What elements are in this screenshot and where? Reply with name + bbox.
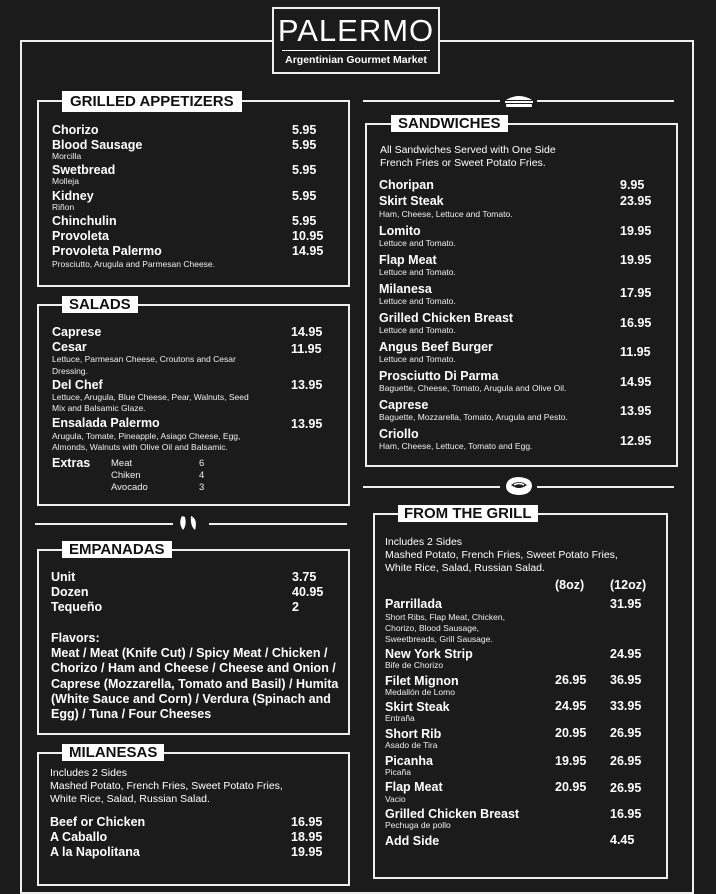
salad-name: Ensalada Palermo — [52, 416, 160, 430]
appetizer-name: Kidney — [52, 189, 94, 203]
empanada-name: Tequeño — [51, 600, 103, 614]
sandwich-desc: Baguette, Mozzarella, Tomato, Arugula and Pesto. — [379, 412, 568, 422]
sandwich-desc: Lettuce and Tomato. — [379, 296, 456, 306]
empanadas-title: EMPANADAS — [62, 541, 172, 558]
grill-desc: Short Ribs, Flap Meat, Chicken, — [385, 612, 505, 622]
milanesas-title: MILANESAS — [62, 744, 164, 761]
milanesa-name: A Caballo — [50, 830, 108, 844]
grill-desc: Chorizo, Blood Sausage, — [385, 623, 480, 633]
salads-title: SALADS — [62, 296, 138, 313]
sandwich-name: Prosciutto Di Parma — [379, 369, 499, 383]
grill-price-12oz: 33.95 — [610, 699, 642, 713]
salad-name: Caprese — [52, 325, 102, 339]
grill-name: Filet Mignon — [385, 674, 459, 688]
grill-price-8oz: 26.95 — [555, 673, 587, 687]
grill-price-12oz: 26.95 — [610, 754, 642, 768]
grill-price-12oz: 36.95 — [610, 673, 642, 687]
grill-name: New York Strip — [385, 647, 473, 661]
appetizer-name: Chinchulin — [52, 214, 117, 228]
appetizers-title: GRILLED APPETIZERS — [62, 91, 242, 112]
empanada-name: Unit — [51, 570, 76, 584]
sandwich-name: Angus Beef Burger — [379, 340, 493, 354]
empanada-price: 3.75 — [292, 570, 317, 584]
grill-note: White Rice, Salad, Russian Salad. — [385, 562, 545, 574]
salad-name: Cesar — [52, 340, 87, 354]
grill-title: FROM THE GRILL — [398, 505, 538, 522]
appetizer-name: Provoleta — [52, 229, 109, 243]
sandwich-name: Flap Meat — [379, 253, 437, 267]
sandwich-icon — [503, 94, 535, 108]
grill-desc: Vacio — [385, 794, 406, 804]
grill-name: Flap Meat — [385, 780, 443, 794]
milanesa-name: A la Napolitana — [50, 845, 140, 859]
grill-name: Short Rib — [385, 727, 442, 741]
steak-icon — [503, 474, 535, 498]
sandwich-desc: Lettuce and Tomato. — [379, 354, 456, 364]
salad-price: 13.95 — [291, 417, 323, 431]
grill-desc: Pechuga de pollo — [385, 820, 451, 830]
extra-name: Meat — [111, 458, 133, 469]
sandwich-desc: Lettuce and Tomato. — [379, 238, 456, 248]
appetizer-price: 5.95 — [292, 123, 317, 137]
extra-name: Chiken — [111, 470, 141, 481]
grill-desc: Picaña — [385, 767, 411, 777]
sandwich-name: Caprese — [379, 398, 429, 412]
salad-desc: Lettuce, Arugula, Blue Cheese, Pear, Walnuts, Seed — [52, 392, 249, 402]
grill-price-12oz: 31.95 — [610, 597, 642, 611]
grill-name: Parrillada — [385, 597, 442, 611]
milanesa-price: 18.95 — [291, 830, 323, 844]
sandwich-price: 11.95 — [620, 345, 651, 359]
sandwich-desc: Ham, Cheese, Lettuce and Tomato. — [379, 209, 513, 219]
sandwich-price: 12.95 — [620, 434, 652, 448]
milanesas-note: Includes 2 Sides — [50, 767, 128, 779]
grill-col-12oz: (12oz) — [610, 578, 647, 592]
salad-desc: Dressing. — [52, 366, 88, 376]
section-divider — [537, 100, 674, 102]
sandwiches-title: SANDWICHES — [391, 115, 508, 132]
grill-price-12oz: 4.45 — [610, 833, 635, 847]
appetizer-price: 5.95 — [292, 189, 317, 203]
grill-price-12oz: 24.95 — [610, 647, 642, 661]
section-divider — [363, 486, 500, 488]
sandwiches-note: French Fries or Sweet Potato Fries. — [380, 157, 546, 169]
grill-desc: Medallón de Lomo — [385, 687, 455, 697]
sandwich-name: Choripan — [379, 178, 434, 192]
appetizer-price: 5.95 — [292, 163, 317, 177]
section-divider — [363, 100, 500, 102]
salad-desc: Mix and Balsamic Glaze. — [52, 403, 146, 413]
salad-desc: Lettuce, Parmesan Cheese, Croutons and Cesar — [52, 354, 236, 364]
brand-logo — [272, 7, 440, 74]
sandwich-desc: Ham, Cheese, Lettuce, Tomato and Egg. — [379, 441, 533, 451]
grill-price-8oz: 20.95 — [555, 780, 587, 794]
pepper-icon — [176, 513, 204, 533]
milanesas-note: Mashed Potato, French Fries, Sweet Potato Fries, — [50, 780, 283, 792]
salad-price: 13.95 — [291, 378, 323, 392]
sandwich-name: Lomito — [379, 224, 421, 238]
sandwich-desc: Lettuce and Tomato. — [379, 325, 456, 335]
sandwich-name: Criollo — [379, 427, 419, 441]
sandwich-price: 19.95 — [620, 253, 652, 267]
sandwich-name: Milanesa — [379, 282, 432, 296]
grill-desc: Asado de Tira — [385, 740, 438, 750]
section-divider — [537, 486, 674, 488]
flavors-label: Flavors: — [51, 631, 100, 645]
grill-desc: Sweetbreads, Grill Sausage. — [385, 634, 493, 644]
salad-desc: Arugula, Tomate, Pineapple, Asiago Cheese, Egg, — [52, 431, 241, 441]
appetizer-price: 10.95 — [292, 229, 324, 243]
appetizer-price: 5.95 — [292, 138, 317, 152]
grill-price-12oz: 16.95 — [610, 807, 642, 821]
extras-label: Extras — [52, 456, 91, 470]
sandwich-price: 17.95 — [620, 286, 652, 300]
appetizer-desc: Riñon — [52, 202, 75, 212]
grill-desc: Entraña — [385, 713, 415, 723]
flavors-line: Egg) / Tuna / Four Cheeses — [51, 707, 212, 721]
grill-note: Includes 2 Sides — [385, 536, 463, 548]
appetizer-desc: Molleja — [52, 176, 79, 186]
grill-price-12oz: 26.95 — [610, 781, 642, 795]
grill-note: Mashed Potato, French Fries, Sweet Potato Fries, — [385, 549, 618, 561]
appetizer-price: 5.95 — [292, 214, 317, 228]
sandwiches-note: All Sandwiches Served with One Side — [380, 144, 556, 156]
section-divider — [209, 523, 347, 525]
appetizer-desc: Morcilla — [52, 151, 82, 161]
grill-name: Skirt Steak — [385, 700, 450, 714]
milanesas-note: White Rice, Salad, Russian Salad. — [50, 793, 210, 805]
sandwich-name: Grilled Chicken Breast — [379, 311, 514, 325]
appetizer-name: Swetbread — [52, 163, 116, 177]
appetizer-name: Blood Sausage — [52, 138, 143, 152]
sandwich-price: 9.95 — [620, 178, 645, 192]
extra-price: 6 — [199, 458, 205, 469]
milanesa-price: 19.95 — [291, 845, 323, 859]
flavors-line: Caprese (Mozzarella, Tomato and Basil) / Humita — [51, 677, 339, 691]
section-divider — [35, 523, 173, 525]
salad-desc: Almonds, Walnuts with Olive Oil and Balsamic. — [52, 442, 228, 452]
flavors-line: Chorizo / Ham and Cheese / Cheese and Onion / — [51, 661, 336, 675]
appetizer-price: 14.95 — [292, 244, 324, 258]
sandwich-desc: Lettuce and Tomato. — [379, 267, 456, 277]
grill-price-12oz: 26.95 — [610, 726, 642, 740]
salad-price: 11.95 — [291, 342, 322, 356]
extra-price: 4 — [199, 470, 205, 481]
sandwich-name: Skirt Steak — [379, 194, 444, 208]
extra-price: 3 — [199, 482, 205, 493]
empanada-price: 40.95 — [292, 585, 324, 599]
grill-name: Picanha — [385, 754, 433, 768]
grill-price-8oz: 24.95 — [555, 699, 587, 713]
salad-price: 14.95 — [291, 325, 323, 339]
milanesa-name: Beef or Chicken — [50, 815, 146, 829]
flavors-line: (White Sauce and Corn) / Verdura (Spinach and — [51, 692, 331, 706]
grill-col-8oz: (8oz) — [555, 578, 585, 592]
brand-tagline: Argentinian Gourmet Market — [282, 50, 430, 66]
sandwich-price: 19.95 — [620, 224, 652, 238]
flavors-line: Meat / Meat (Knife Cut) / Spicy Meat / Chicken / — [51, 646, 328, 660]
sandwich-desc: Baguette, Cheese, Tomato, Arugula and Olive Oil. — [379, 383, 567, 393]
empanada-price: 2 — [292, 600, 299, 614]
sandwich-price: 13.95 — [620, 404, 652, 418]
grill-price-8oz: 19.95 — [555, 754, 587, 768]
extra-name: Avocado — [111, 482, 148, 493]
sandwich-price: 14.95 — [620, 375, 652, 389]
grill-name: Grilled Chicken Breast — [385, 807, 520, 821]
grill-name: Add Side — [385, 834, 440, 848]
sandwich-price: 16.95 — [620, 316, 652, 330]
salad-name: Del Chef — [52, 378, 103, 392]
sandwich-price: 23.95 — [620, 194, 652, 208]
empanada-name: Dozen — [51, 585, 89, 599]
appetizer-desc: Prosciutto, Arugula and Parmesan Cheese. — [52, 259, 216, 269]
grill-desc: Bife de Chorizo — [385, 660, 444, 670]
brand-name: PALERMO — [277, 13, 435, 48]
appetizer-name: Chorizo — [52, 123, 99, 137]
appetizer-name: Provoleta Palermo — [52, 244, 162, 258]
milanesa-price: 16.95 — [291, 815, 323, 829]
grill-price-8oz: 20.95 — [555, 726, 587, 740]
